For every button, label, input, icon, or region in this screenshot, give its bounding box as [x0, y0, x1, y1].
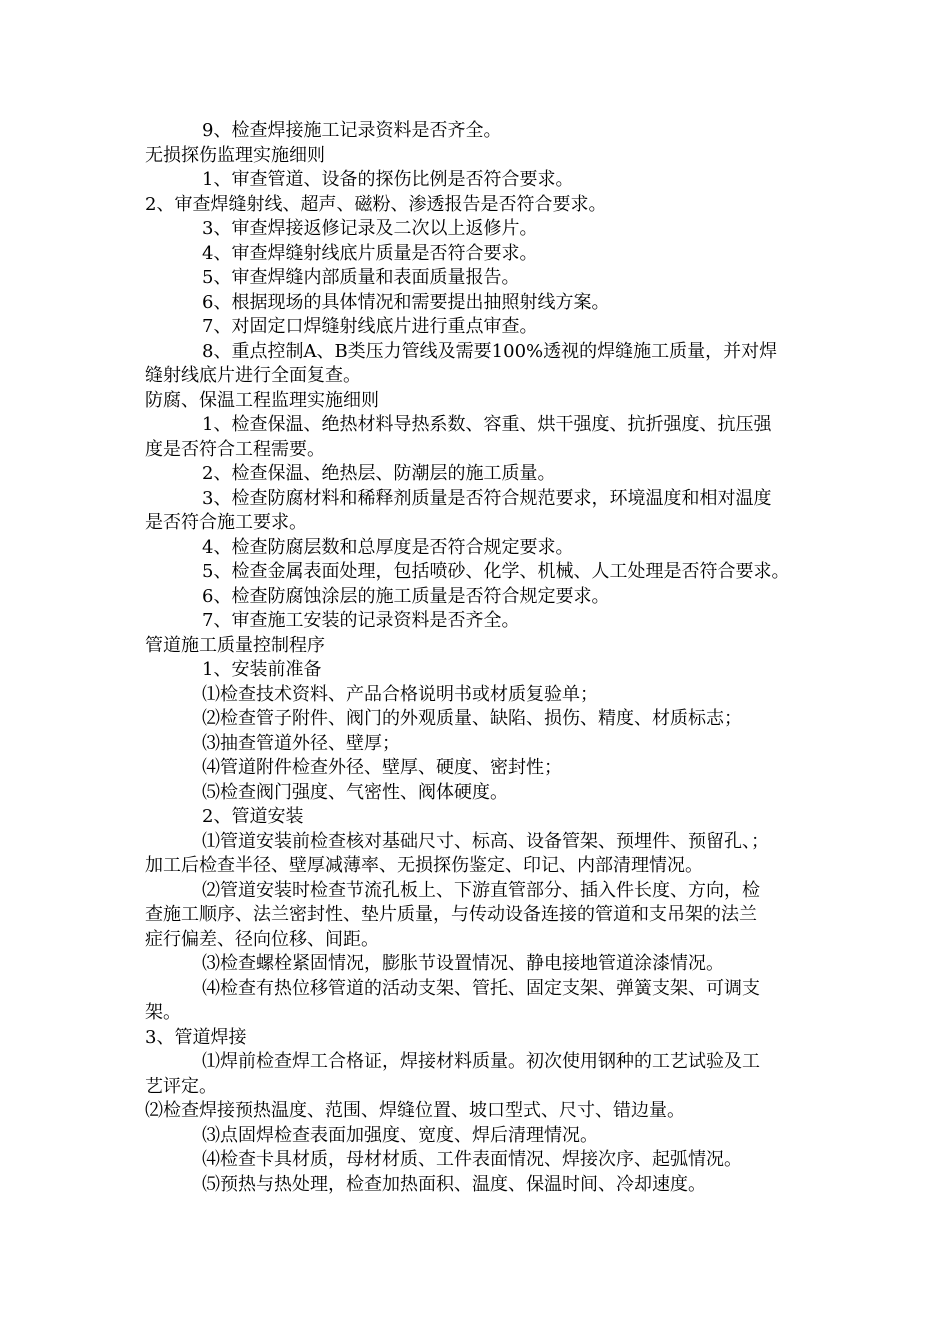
document-page — [145, 119, 835, 1197]
text-line: ⑵检查焊接预热温度、范围、焊缝位置、坡口型式、尺寸、错边量。 — [145, 1100, 685, 1121]
text-line: ⑶点固焊检查表面加强度、宽度、焊后清理情况。 — [202, 1124, 598, 1146]
text-line: 3、检查防腐材料和稀释剂质量是否符合规范要求，环境温度和相对温度 — [202, 487, 772, 509]
text-line: 4、检查防腐层数和总厚度是否符合规定要求。 — [202, 536, 574, 558]
text-line: ⑶检查螺栓紧固情况，膨胀节设置情况、静电接地管道涂漆情况。 — [202, 953, 724, 974]
text-line: 查施工顺序、法兰密封性、垫片质量，与传动设备连接的管道和支吊架的法兰 — [145, 904, 757, 925]
text-line: 缝射线底片进行全面复查。 — [145, 365, 361, 386]
text-line: 9、检查焊接施工记录资料是否齐全。 — [202, 120, 502, 141]
text-line: 防腐、保温工程监理实施细则 — [145, 389, 379, 411]
text-line: ⑵检查管子附件、阀门的外观质量、缺陷、损伤、精度、材质标志； — [202, 708, 742, 729]
text-line: 7、审查施工安装的记录资料是否齐全。 — [202, 610, 520, 631]
text-line: 2、审查焊缝射线、超声、磁粉、渗透报告是否符合要求。 — [145, 193, 607, 215]
text-line: 4、审查焊缝射线底片质量是否符合要求。 — [202, 242, 538, 264]
text-line: 艺评定。 — [145, 1075, 217, 1097]
text-line: ⑵管道安装时检查节流孔板上、下游直管部分、插入件长度、方向，检 — [202, 879, 760, 901]
text-line: 5、审查焊缝内部质量和表面质量报告。 — [202, 267, 520, 288]
text-line: 是否符合施工要求。 — [145, 512, 307, 533]
text-line: 1、审查管道、设备的探伤比例是否符合要求。 — [202, 169, 574, 190]
text-line: 加工后检查半径、壁厚减薄率、无损探伤鉴定、印记、内部清理情况。 — [145, 855, 703, 876]
text-line: ⑷管道附件检查外径、壁厚、硬度、密封性； — [202, 757, 562, 778]
text-line: 2、管道安装 — [202, 806, 304, 827]
text-line: 管道施工质量控制程序 — [145, 634, 325, 656]
text-line: 6、根据现场的具体情况和需要提出抽照射线方案。 — [202, 291, 610, 313]
text-line: 3、管道焊接 — [145, 1026, 247, 1048]
text-line: 8、重点控制A、B类压力管线及需要100%透视的焊缝施工质量，并对焊 — [202, 340, 778, 362]
text-line: 7、对固定口焊缝射线底片进行重点审查。 — [202, 316, 538, 337]
text-line: 2、检查保温、绝热层、防潮层的施工质量。 — [202, 463, 556, 484]
text-line: ⑷检查有热位移管道的活动支架、管托、固定支架、弹簧支架、可调支 — [202, 977, 760, 999]
text-line: ⑶抽查管道外径、壁厚； — [202, 732, 400, 754]
text-line: ⑸预热与热处理，检查加热面积、温度、保温时间、冷却速度。 — [202, 1173, 706, 1195]
text-line: ⑴检查技术资料、产品合格说明书或材质复验单； — [202, 683, 598, 705]
text-line: 6、检查防腐蚀涂层的施工质量是否符合规定要求。 — [202, 585, 610, 607]
text-line: ⑴管道安装前检查核对基础尺寸、标高、设备管架、预埋件、预留孔、； — [202, 830, 769, 852]
text-line: ⑷检查卡具材质，母材材质、工件表面情况、焊接次序、起弧情况。 — [202, 1149, 742, 1170]
text-line: 1、安装前准备 — [202, 659, 322, 680]
text-line: 无损探伤监理实施细则 — [145, 144, 325, 166]
text-line: 架。 — [145, 1002, 181, 1023]
text-line: ⑴焊前检查焊工合格证，焊接材料质量。初次使用钢种的工艺试验及工 — [202, 1051, 760, 1072]
text-line: 症行偏差、径向位移、间距。 — [145, 928, 379, 950]
text-line: 度是否符合工程需要。 — [145, 438, 325, 460]
text-line: 3、审查焊接返修记录及二次以上返修片。 — [202, 218, 538, 239]
text-line: ⑸检查阀门强度、气密性、阀体硬度。 — [202, 781, 508, 803]
text-line: 1、检查保温、绝热材料导热系数、容重、烘干强度、抗折强度、抗压强 — [202, 414, 772, 435]
text-line: 5、检查金属表面处理，包括喷砂、化学、机械、人工处理是否符合要求。 — [202, 561, 790, 582]
